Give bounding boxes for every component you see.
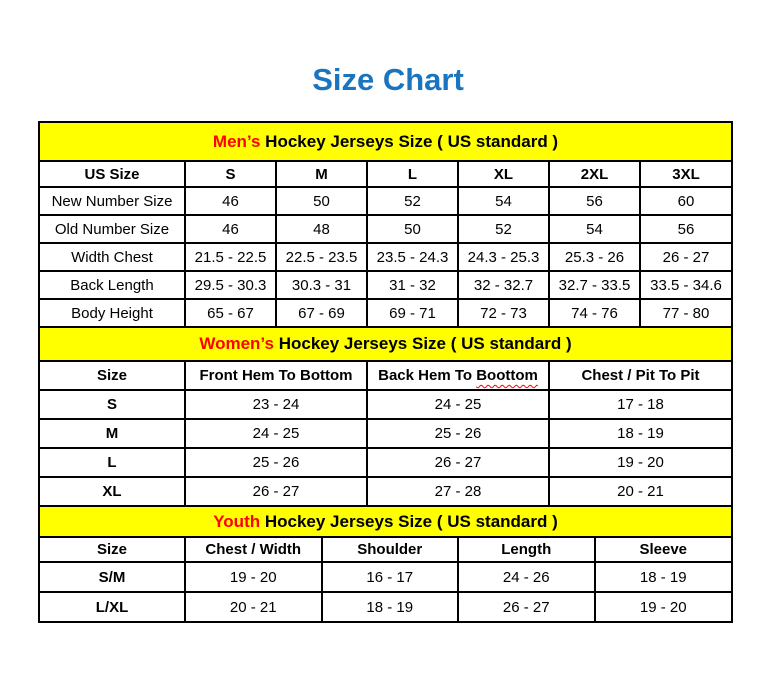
table-row [40, 243, 731, 271]
size-value-cell: 33.5 - 34.6 [640, 271, 731, 299]
table-row [40, 187, 731, 215]
womens-section-highlight: Women’s [199, 334, 274, 353]
womens-size-table [40, 362, 731, 507]
column-header-cell [367, 362, 549, 390]
size-value-cell: 52 [458, 215, 549, 243]
youth-section-highlight: Youth [213, 511, 261, 531]
size-value-cell: 46 [185, 215, 276, 243]
column-header-cell: Shoulder [322, 538, 459, 562]
column-header-cell: S [185, 162, 276, 187]
size-value-cell: 18 - 19 [595, 562, 732, 592]
size-value-cell: 20 - 21 [549, 477, 731, 506]
size-value-cell: 77 - 80 [640, 299, 731, 327]
womens-section-header [40, 328, 731, 362]
womens-section-title: Hockey Jerseys Size ( US standard ) [273, 334, 572, 353]
row-label-cell: M [40, 419, 185, 448]
column-header-cell: Chest / Pit To Pit [549, 362, 731, 390]
size-value-cell: 29.5 - 30.3 [185, 271, 276, 299]
size-value-cell: 24 - 26 [458, 562, 595, 592]
size-chart-table [38, 121, 733, 623]
size-value-cell: 19 - 20 [185, 562, 322, 592]
column-header-cell: M [276, 162, 367, 187]
column-header-cell: Length [458, 538, 595, 562]
row-label-cell: Body Height [40, 299, 185, 327]
size-value-cell: 23 - 24 [185, 390, 367, 419]
size-value-cell: 18 - 19 [322, 592, 459, 621]
column-header-cell: Size [40, 362, 185, 390]
size-value-cell: 25.3 - 26 [549, 243, 640, 271]
size-value-cell: 54 [458, 187, 549, 215]
size-value-cell: 46 [185, 187, 276, 215]
size-value-cell: 72 - 73 [458, 299, 549, 327]
table-row [40, 477, 731, 506]
size-value-cell: 27 - 28 [367, 477, 549, 506]
row-label-cell: L [40, 448, 185, 477]
size-value-cell: 31 - 32 [367, 271, 458, 299]
mens-section-header [40, 123, 731, 162]
youth-header-row [40, 538, 731, 562]
size-value-cell: 56 [549, 187, 640, 215]
row-label-cell: S/M [40, 562, 185, 592]
table-row [40, 299, 731, 327]
size-value-cell: 54 [549, 215, 640, 243]
size-value-cell: 21.5 - 22.5 [185, 243, 276, 271]
size-value-cell: 26 - 27 [640, 243, 731, 271]
size-value-cell: 52 [367, 187, 458, 215]
column-header-cell: US Size [40, 162, 185, 187]
mens-header-row [40, 162, 731, 187]
column-header-cell: Front Hem To Bottom [185, 362, 367, 390]
mens-size-table [40, 162, 731, 328]
size-value-cell: 50 [276, 187, 367, 215]
size-value-cell: 65 - 67 [185, 299, 276, 327]
size-value-cell: 26 - 27 [458, 592, 595, 621]
row-label-cell: Width Chest [40, 243, 185, 271]
column-header-cell: 3XL [640, 162, 731, 187]
size-value-cell: 16 - 17 [322, 562, 459, 592]
size-value-cell: 18 - 19 [549, 419, 731, 448]
column-header-cell: 2XL [549, 162, 640, 187]
table-row [40, 215, 731, 243]
table-row [40, 390, 731, 419]
size-value-cell: 17 - 18 [549, 390, 731, 419]
size-value-cell: 26 - 27 [185, 477, 367, 506]
row-label-cell: S [40, 390, 185, 419]
size-value-cell: 32.7 - 33.5 [549, 271, 640, 299]
size-value-cell: 48 [276, 215, 367, 243]
row-label-cell: Old Number Size [40, 215, 185, 243]
column-header-cell: XL [458, 162, 549, 187]
page-title: Size Chart [312, 62, 464, 97]
size-value-cell: 24 - 25 [185, 419, 367, 448]
table-row [40, 592, 731, 621]
youth-section-title: Hockey Jerseys Size ( US standard ) [260, 511, 558, 531]
size-value-cell: 24 - 25 [367, 390, 549, 419]
womens-header-row [40, 362, 731, 390]
column-header-cell: Size [40, 538, 185, 562]
size-value-cell: 26 - 27 [367, 448, 549, 477]
size-value-cell: 25 - 26 [185, 448, 367, 477]
table-row [40, 419, 731, 448]
misspelled-word: Boottom [476, 367, 538, 384]
size-value-cell: 19 - 20 [595, 592, 732, 621]
size-value-cell: 20 - 21 [185, 592, 322, 621]
column-header-cell: Chest / Width [185, 538, 322, 562]
column-header-text: Back Hem To [378, 367, 477, 384]
table-row [40, 448, 731, 477]
size-value-cell: 25 - 26 [367, 419, 549, 448]
size-value-cell: 30.3 - 31 [276, 271, 367, 299]
size-value-cell: 23.5 - 24.3 [367, 243, 458, 271]
row-label-cell: Back Length [40, 271, 185, 299]
size-value-cell: 67 - 69 [276, 299, 367, 327]
size-value-cell: 56 [640, 215, 731, 243]
row-label-cell: XL [40, 477, 185, 506]
column-header-cell: Sleeve [595, 538, 732, 562]
size-value-cell: 24.3 - 25.3 [458, 243, 549, 271]
row-label-cell: L/XL [40, 592, 185, 621]
size-value-cell: 50 [367, 215, 458, 243]
row-label-cell: New Number Size [40, 187, 185, 215]
youth-section-header [40, 507, 731, 538]
size-value-cell: 19 - 20 [549, 448, 731, 477]
mens-section-title: Hockey Jerseys Size ( US standard ) [260, 131, 559, 151]
table-row [40, 271, 731, 299]
size-value-cell: 32 - 32.7 [458, 271, 549, 299]
youth-size-table [40, 538, 731, 621]
size-value-cell: 22.5 - 23.5 [276, 243, 367, 271]
mens-section-highlight: Men’s [212, 131, 261, 151]
size-value-cell: 69 - 71 [367, 299, 458, 327]
table-row [40, 562, 731, 592]
size-value-cell: 60 [640, 187, 731, 215]
column-header-cell: L [367, 162, 458, 187]
size-value-cell: 74 - 76 [549, 299, 640, 327]
